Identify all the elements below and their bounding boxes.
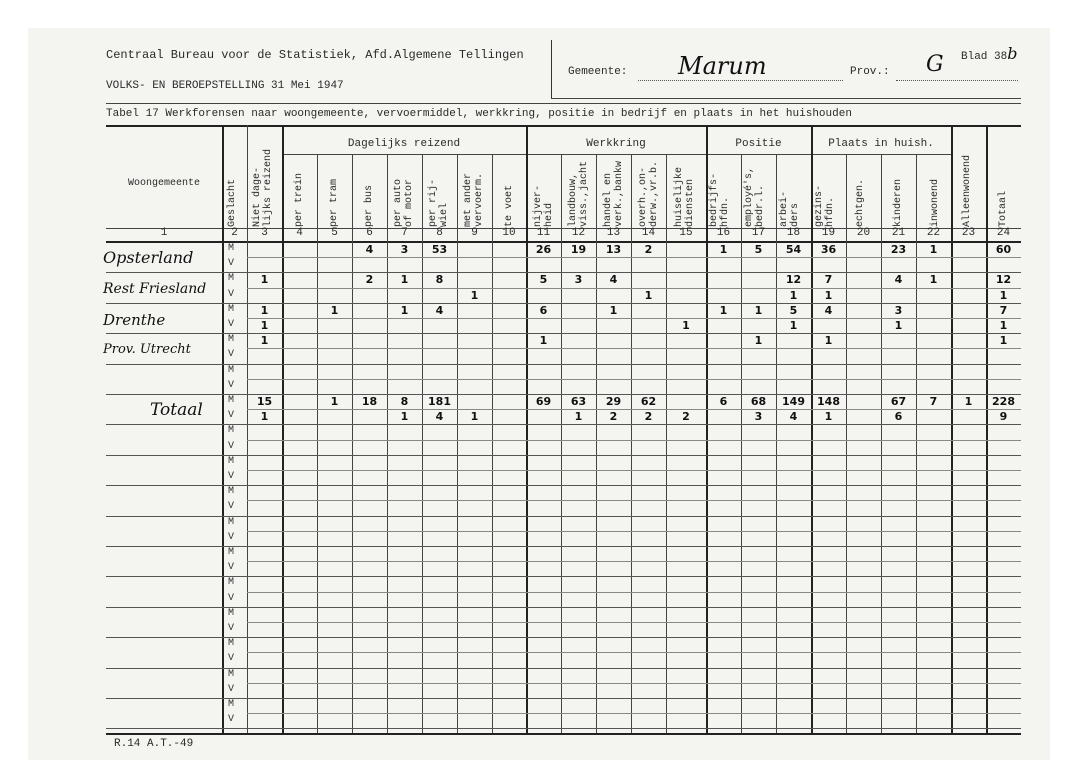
- column-header-gezinshoofden: gezins- hfdn.: [814, 184, 836, 227]
- row-label-drenthe: Drenthe: [103, 311, 166, 329]
- sex-code: V: [228, 349, 235, 360]
- column-header-kinderen: kinderen: [893, 178, 904, 227]
- cell-value: 67: [890, 395, 907, 408]
- sex-code: M: [228, 638, 235, 649]
- column-header-per-rijwiel: per rij- wiel: [428, 178, 450, 227]
- cell-value: 2: [609, 410, 618, 423]
- column-number: 21: [891, 227, 906, 239]
- cell-value: 2: [644, 243, 653, 256]
- blad-suffix: b: [1007, 44, 1018, 63]
- province-label: Prov.:: [850, 66, 890, 78]
- group-werkkring: Werkkring: [586, 138, 646, 150]
- column-header-per-trein: per trein: [294, 172, 305, 227]
- sex-code: M: [228, 608, 235, 619]
- column-header-totaal: Totaal: [998, 190, 1009, 227]
- cell-value: 181: [428, 395, 451, 408]
- cell-value: 4: [789, 410, 798, 423]
- cell-value: 4: [435, 410, 444, 423]
- table-title: Tabel 17 Werkforensen naar woongemeente, vervoermiddel, werkkring, positie in bedrijf en plaats in het huishouden: [106, 108, 852, 120]
- column-number: 12: [571, 227, 586, 239]
- cell-value: 63: [570, 395, 587, 408]
- column-header-niet-dagelijks: Niet dage- lijks reizend: [252, 148, 274, 227]
- cell-value: 7: [929, 395, 938, 408]
- cell-value: 12: [785, 273, 802, 286]
- cell-value: 7: [824, 273, 833, 286]
- column-header-te-voet: te voet: [504, 184, 515, 227]
- cell-value: 54: [785, 243, 802, 256]
- cell-value: 1: [999, 289, 1008, 302]
- cell-value: 68: [750, 395, 767, 408]
- cell-value: 5: [539, 273, 548, 286]
- cell-value: 4: [894, 273, 903, 286]
- column-header-nijverheid: nijver- heid: [533, 184, 555, 227]
- row-label-opsterland: Opsterland: [103, 248, 194, 267]
- column-number: 7: [401, 227, 408, 239]
- organization-header: Centraal Bureau voor de Statistiek, Afd.Algemene Tellingen: [106, 48, 524, 62]
- cell-value: 5: [754, 243, 763, 256]
- cell-value: 1: [400, 273, 409, 286]
- cell-value: 1: [470, 289, 479, 302]
- cell-value: 1: [719, 243, 728, 256]
- form-code-footer: R.14 A.T.-49: [114, 738, 194, 750]
- sex-code: V: [228, 289, 235, 300]
- cell-value: 1: [964, 395, 973, 408]
- gemeente-value: Marum: [678, 52, 767, 80]
- cell-value: 26: [535, 243, 552, 256]
- cell-value: 19: [570, 243, 587, 256]
- cell-value: 1: [330, 395, 339, 408]
- column-number: 23: [961, 227, 976, 239]
- cell-value: 69: [535, 395, 552, 408]
- cell-value: 13: [605, 243, 622, 256]
- cell-value: 1: [929, 243, 938, 256]
- group-dagelijks-reizend: Dagelijks reizend: [347, 138, 461, 150]
- sex-code: V: [228, 471, 235, 482]
- cell-value: 1: [260, 410, 269, 423]
- row-label-totaal: Totaal: [150, 400, 203, 420]
- cell-value: 1: [260, 319, 269, 332]
- sex-code: M: [228, 577, 235, 588]
- column-number: 24: [996, 227, 1011, 239]
- sex-code: V: [228, 653, 235, 664]
- column-number: 1: [160, 227, 168, 239]
- cell-value: 1: [644, 289, 653, 302]
- column-number: 19: [821, 227, 836, 239]
- cell-value: 2: [365, 273, 374, 286]
- province-value: G: [926, 52, 944, 77]
- cell-value: 1: [894, 319, 903, 332]
- cell-value: 4: [365, 243, 374, 256]
- column-header-geslacht: Geslacht: [227, 178, 238, 227]
- column-header-met-ander: met ander vervoerm.: [463, 172, 485, 227]
- sex-code: V: [228, 714, 235, 725]
- cell-value: 228: [992, 395, 1015, 408]
- cell-value: 4: [824, 304, 833, 317]
- cell-value: 148: [817, 395, 840, 408]
- cell-value: 8: [435, 273, 444, 286]
- sex-code: V: [228, 380, 235, 391]
- cell-value: 6: [894, 410, 903, 423]
- column-header-echtgenoten: echtgen.: [855, 178, 866, 227]
- sex-code: M: [228, 699, 235, 710]
- column-header-woongemeente: Woongemeente: [127, 178, 200, 189]
- column-number: 6: [366, 227, 373, 239]
- cell-value: 4: [609, 273, 618, 286]
- column-header-overheid: overh.,on- derw.,vr.b.: [638, 160, 660, 227]
- sex-code: M: [228, 486, 235, 497]
- cell-value: 4: [435, 304, 444, 317]
- cell-value: 6: [539, 304, 548, 317]
- row-label-rest-friesland: Rest Friesland: [103, 281, 207, 297]
- column-header-inwonend: inwonend: [930, 178, 941, 227]
- sex-code: V: [228, 258, 235, 269]
- column-number: 20: [856, 227, 871, 239]
- column-number: 11: [536, 227, 551, 239]
- column-header-arbeiders: arbei- ders: [779, 190, 801, 227]
- sex-code: M: [228, 669, 235, 680]
- cell-value: 1: [824, 334, 833, 347]
- gemeente-label: Gemeente:: [568, 66, 628, 78]
- cell-value: 6: [719, 395, 728, 408]
- cell-value: 1: [929, 273, 938, 286]
- column-number: 16: [716, 227, 731, 239]
- cell-value: 29: [605, 395, 622, 408]
- sex-code: M: [228, 243, 235, 254]
- cell-value: 7: [999, 304, 1008, 317]
- cell-value: 2: [682, 410, 690, 423]
- cell-value: 3: [400, 243, 409, 256]
- cell-value: 1: [682, 319, 690, 332]
- column-number: 22: [926, 227, 941, 239]
- column-number: 13: [606, 227, 621, 239]
- column-number: 9: [471, 227, 478, 239]
- census-title: [106, 80, 344, 92]
- cell-value: 1: [754, 334, 763, 347]
- sex-code: M: [228, 425, 235, 436]
- sex-code: V: [228, 532, 235, 543]
- sex-code: M: [228, 334, 235, 345]
- row-label-prov-utrecht: Prov. Utrecht: [103, 342, 191, 357]
- cell-value: 62: [640, 395, 657, 408]
- cell-value: 1: [400, 410, 409, 423]
- cell-value: 23: [890, 243, 907, 256]
- column-number: 5: [331, 227, 338, 239]
- cell-value: 1: [789, 289, 798, 302]
- cell-value: 3: [894, 304, 903, 317]
- cell-value: 1: [824, 289, 833, 302]
- cell-value: 1: [260, 334, 269, 347]
- sex-code: M: [228, 273, 235, 284]
- cell-value: 1: [824, 410, 833, 423]
- sex-code: V: [228, 501, 235, 512]
- cell-value: 1: [574, 410, 583, 423]
- column-number: 2: [231, 227, 238, 239]
- cell-value: 1: [754, 304, 763, 317]
- census-year-suffix: 47: [330, 80, 344, 92]
- sex-code: M: [228, 547, 235, 558]
- cell-value: 1: [789, 319, 798, 332]
- census-label: VOLKS- EN BEROEPSTELLING 31 Mei 19: [106, 80, 331, 92]
- column-header-alleenwonend: Alleenwonend: [962, 154, 973, 227]
- column-header-huiselijke-diensten: huiselijke diensten: [674, 166, 696, 227]
- sex-code: V: [228, 562, 235, 573]
- sex-code: M: [228, 456, 235, 467]
- column-header-bedrijfshoofden: bedrijfs- hfdn.: [709, 172, 731, 227]
- cell-value: 53: [431, 243, 448, 256]
- column-number: 14: [641, 227, 656, 239]
- cell-value: 15: [256, 395, 273, 408]
- cell-value: 3: [754, 410, 763, 423]
- cell-value: 2: [644, 410, 653, 423]
- column-number: 18: [786, 227, 801, 239]
- cell-value: 3: [574, 273, 583, 286]
- column-header-per-tram: per tram: [329, 178, 340, 227]
- column-header-employes: employé's, bedr.l.: [744, 166, 766, 227]
- sex-code: M: [228, 517, 235, 528]
- sex-code: M: [228, 365, 235, 376]
- column-number: 10: [502, 227, 516, 239]
- cell-value: 1: [470, 410, 479, 423]
- column-header-per-auto: per auto of motor: [393, 178, 415, 227]
- cell-value: 1: [260, 304, 269, 317]
- column-number: 15: [679, 227, 693, 239]
- cell-value: 5: [789, 304, 798, 317]
- column-number: 3: [261, 227, 268, 239]
- sex-code: V: [228, 623, 235, 634]
- column-number: 8: [436, 227, 443, 239]
- sex-code: V: [228, 441, 235, 452]
- column-number: 17: [751, 227, 766, 239]
- cell-value: 1: [999, 319, 1008, 332]
- blad-label: Blad 38: [961, 51, 1008, 63]
- cell-value: 1: [330, 304, 339, 317]
- sex-code: M: [228, 395, 235, 406]
- cell-value: 9: [999, 410, 1008, 423]
- sex-code: M: [228, 304, 235, 315]
- sex-code: V: [228, 684, 235, 695]
- cell-value: 1: [999, 334, 1008, 347]
- cell-value: 1: [539, 334, 548, 347]
- cell-value: 12: [995, 273, 1012, 286]
- column-header-landbouw: landbouw, viss.,jacht: [568, 160, 590, 227]
- sex-code: V: [228, 410, 235, 421]
- sex-code: V: [228, 319, 235, 330]
- cell-value: 149: [782, 395, 805, 408]
- column-header-handel: handel en verk.,bankw: [603, 160, 625, 227]
- column-number: 4: [296, 227, 303, 239]
- sex-code: V: [228, 593, 235, 604]
- group-plaats-in-huish: Plaats in huish.: [828, 138, 934, 150]
- cell-value: 8: [400, 395, 409, 408]
- census-form-sheet: [28, 28, 1050, 760]
- cell-value: 1: [260, 273, 269, 286]
- cell-value: 18: [361, 395, 378, 408]
- column-header-per-bus: per bus: [364, 184, 375, 227]
- blad-number: [961, 44, 1017, 63]
- cell-value: 1: [400, 304, 409, 317]
- cell-value: 1: [609, 304, 618, 317]
- cell-value: 36: [820, 243, 837, 256]
- cell-value: 1: [719, 304, 728, 317]
- cell-value: 60: [995, 243, 1012, 256]
- group-positie: Positie: [735, 138, 782, 150]
